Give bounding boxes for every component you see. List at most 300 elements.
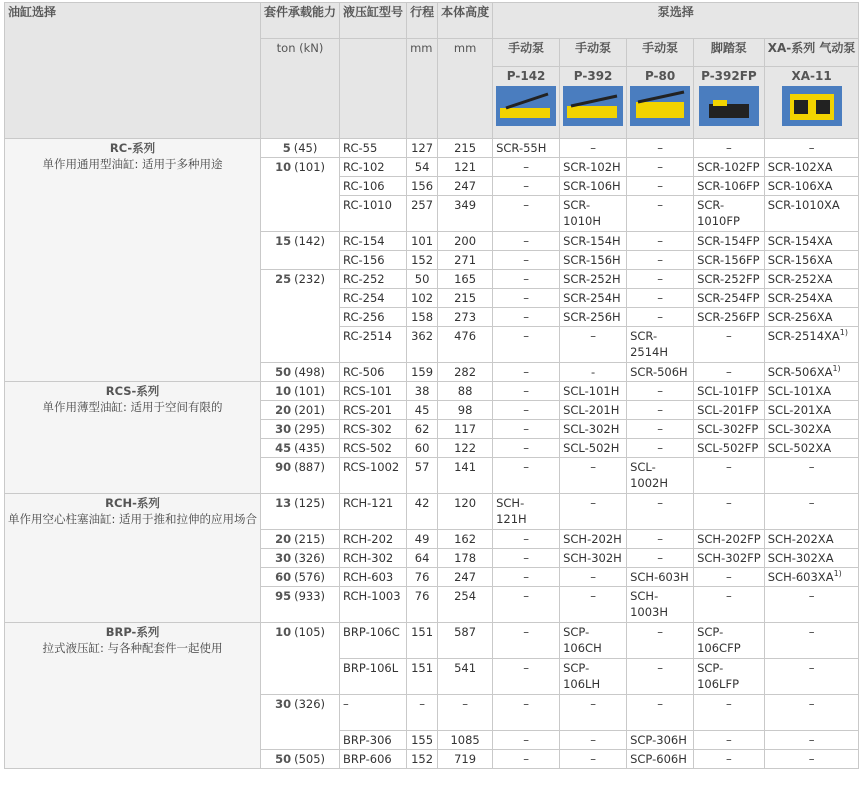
capacity-cell	[261, 439, 340, 458]
pump-set-code: –	[808, 661, 815, 675]
cylinder-model: RC-506	[340, 363, 407, 382]
header-pump-select: 泵选择	[493, 3, 859, 39]
header-mm-stroke: mm	[407, 39, 438, 139]
pump-set-cell	[764, 270, 859, 289]
pump-set-code: SCP- 106CFP	[697, 625, 741, 655]
pump-set-code: SCR- 1010H	[563, 198, 602, 228]
pump-set-code: SCR-506H	[630, 365, 688, 379]
pump-set-cell	[493, 530, 560, 549]
pump-set-cell	[764, 232, 859, 251]
pump-set-code: SCR- 2514H	[630, 329, 669, 359]
cylinder-model: BRP-106L	[340, 659, 407, 695]
series-cell	[5, 494, 261, 623]
capacity-ton: 30	[275, 697, 292, 711]
pump-set-cell	[764, 308, 859, 327]
height-value: 1085	[438, 731, 493, 750]
cylinder-model: RC-102	[340, 158, 407, 177]
table-row	[5, 494, 859, 530]
pump-set-code: –	[657, 661, 663, 675]
pump-set-cell	[493, 308, 560, 327]
series-cell	[5, 139, 261, 382]
pump-set-cell	[627, 308, 694, 327]
pump-set-cell	[694, 568, 765, 587]
table-row	[5, 382, 859, 401]
pump-set-code: –	[726, 329, 732, 343]
height-value: 98	[438, 401, 493, 420]
series-description: 单作用通用型油缸: 适用于多种用途	[42, 157, 223, 171]
cylinder-model: RC-154	[340, 232, 407, 251]
pump-set-code: –	[726, 752, 732, 766]
pump-set-cell	[627, 251, 694, 270]
series-name: RC-系列	[109, 141, 156, 155]
capacity-ton: 10	[275, 625, 292, 639]
pump-set-cell	[627, 695, 694, 731]
pump-set-code: –	[657, 272, 663, 286]
capacity-kn: (576)	[294, 570, 326, 584]
capacity-kn: (101)	[294, 384, 326, 398]
cylinder-pump-table	[4, 2, 859, 769]
cylinder-model: RCH-603	[340, 568, 407, 587]
capacity-kn: (933)	[294, 589, 326, 603]
pump-set-cell	[560, 695, 627, 731]
capacity-cell	[261, 530, 340, 549]
pump-set-code: SCR-256FP	[697, 310, 760, 324]
stroke-value: 49	[407, 530, 438, 549]
pump-set-code: SCL-502H	[563, 441, 620, 455]
stroke-value: 152	[407, 251, 438, 270]
cylinder-model: RCH-121	[340, 494, 407, 530]
pump-model-label: P-392	[573, 69, 613, 83]
pump-set-code: –	[657, 697, 663, 711]
series-name: RCH-系列	[105, 496, 160, 510]
capacity-kn: (295)	[294, 422, 326, 436]
pump-set-cell	[627, 158, 694, 177]
pump-set-code: –	[523, 460, 529, 474]
pump-set-code: SCH-202FP	[697, 532, 761, 546]
cylinder-model: RC-256	[340, 308, 407, 327]
pump-set-code: –	[590, 589, 596, 603]
pump-set-code: –	[523, 441, 529, 455]
pump-set-cell	[493, 251, 560, 270]
pump-set-code: SCR-256H	[563, 310, 621, 324]
pump-set-code: –	[590, 141, 596, 155]
cylinder-model: BRP-306	[340, 731, 407, 750]
pump-set-cell	[560, 196, 627, 232]
capacity-cell	[261, 382, 340, 401]
pump-set-cell	[694, 458, 765, 494]
series-description: 单作用空心柱塞油缸: 适用于推和拉伸的应用场合	[8, 512, 258, 526]
stroke-value: 62	[407, 420, 438, 439]
pump-set-code: SCR-254FP	[697, 291, 760, 305]
capacity-cell	[261, 750, 340, 769]
pump-set-cell	[694, 623, 765, 659]
pump-set-cell	[627, 270, 694, 289]
pump-set-cell	[694, 494, 765, 530]
header-ton-unit: ton (kN)	[261, 39, 340, 139]
stroke-value: 101	[407, 232, 438, 251]
pump-set-code: –	[523, 253, 529, 267]
pump-set-code: –	[523, 733, 529, 747]
pump-set-cell	[627, 327, 694, 363]
pump-set-cell	[764, 530, 859, 549]
pump-set-cell	[560, 420, 627, 439]
pump-set-code: SCL-502XA	[767, 441, 832, 455]
cylinder-model: RC-156	[340, 251, 407, 270]
pump-set-code: SCL-302FP	[697, 422, 759, 436]
capacity-kn: (125)	[294, 496, 326, 510]
height-value: 88	[438, 382, 493, 401]
pump-set-code: SCH-302H	[563, 551, 622, 565]
pump-set-code: SCR-154FP	[697, 234, 760, 248]
pump-model-label: XA-11	[791, 69, 832, 83]
pump-set-cell	[764, 420, 859, 439]
height-value: 273	[438, 308, 493, 327]
pump-set-cell	[694, 158, 765, 177]
capacity-kn: (435)	[294, 441, 326, 455]
pump-set-cell	[764, 695, 859, 731]
pump-set-code: SCR-102FP	[697, 160, 760, 174]
pump-set-code: SCR-1010XA	[767, 198, 840, 212]
pump-set-code: –	[523, 329, 529, 343]
stroke-value: 38	[407, 382, 438, 401]
pump-set-code: –	[523, 422, 529, 436]
pump-set-cell	[560, 750, 627, 769]
capacity-ton: 20	[275, 532, 292, 546]
pump-set-code: SCL-101H	[563, 384, 620, 398]
pump-set-cell	[694, 731, 765, 750]
capacity-cell	[261, 270, 340, 363]
height-value: 117	[438, 420, 493, 439]
hand-pump-image	[563, 86, 623, 126]
capacity-ton: 45	[275, 441, 292, 455]
capacity-kn: (326)	[294, 551, 326, 565]
capacity-ton: 50	[275, 365, 292, 379]
stroke-value: 45	[407, 401, 438, 420]
pump-type-2: 手动泵	[627, 39, 694, 67]
cylinder-model: RCS-302	[340, 420, 407, 439]
pump-set-code: –	[523, 272, 529, 286]
pump-set-code: –	[523, 365, 529, 379]
pump-set-cell	[493, 568, 560, 587]
pump-model-label: P-392FP	[701, 69, 757, 83]
pump-set-code: -	[591, 365, 596, 379]
pump-set-code: SCH-202H	[563, 532, 622, 546]
pump-set-code: –	[657, 532, 663, 546]
pump-set-code: –	[726, 141, 732, 155]
pump-set-code: SCR-256XA	[767, 310, 833, 324]
pump-set-code: SCR-106XA	[767, 179, 833, 193]
pump-set-cell	[694, 327, 765, 363]
pump-set-cell	[560, 458, 627, 494]
pump-set-cell	[694, 363, 765, 382]
pump-set-code: SCR-252H	[563, 272, 621, 286]
pump-set-code: –	[808, 625, 815, 639]
pump-set-cell	[694, 659, 765, 695]
pump-set-cell	[764, 289, 859, 308]
pump-set-cell	[560, 232, 627, 251]
pump-set-cell	[694, 549, 765, 568]
pump-set-cell	[560, 289, 627, 308]
capacity-cell	[261, 401, 340, 420]
pump-set-cell	[627, 420, 694, 439]
capacity-kn: (498)	[294, 365, 326, 379]
pump-set-code: –	[657, 384, 663, 398]
capacity-cell	[261, 232, 340, 270]
cylinder-model: RC-252	[340, 270, 407, 289]
header-capacity: 套件承载能力	[261, 3, 340, 39]
pump-set-cell	[627, 401, 694, 420]
pump-set-cell	[694, 530, 765, 549]
pump-set-cell	[764, 177, 859, 196]
capacity-kn: (105)	[294, 625, 326, 639]
pump-set-code: –	[590, 496, 596, 510]
pump-set-code: –	[808, 752, 815, 766]
pump-set-cell	[560, 270, 627, 289]
pump-set-cell	[627, 549, 694, 568]
pump-set-code: –	[523, 625, 529, 639]
pump-set-cell	[627, 568, 694, 587]
stroke-value: 152	[407, 750, 438, 769]
cylinder-model: RCH-202	[340, 530, 407, 549]
pump-set-code: SCL-302H	[563, 422, 620, 436]
pump-set-code: SCL-201H	[563, 403, 620, 417]
stroke-value: –	[407, 695, 438, 731]
cylinder-model: RC-2514	[340, 327, 407, 363]
pump-set-code: SCP-306H	[630, 733, 687, 747]
height-value: 254	[438, 587, 493, 623]
pump-set-code: –	[657, 310, 663, 324]
pump-set-code: SCR-2514XA	[767, 329, 840, 343]
pump-set-code: –	[657, 496, 663, 510]
pump-model-label: P-80	[644, 69, 676, 83]
pump-set-code: –	[657, 198, 663, 212]
header-height: 本体高度	[438, 3, 493, 39]
pump-set-cell	[627, 196, 694, 232]
pump-set-cell	[493, 623, 560, 659]
capacity-cell	[261, 695, 340, 750]
capacity-kn: (887)	[294, 460, 326, 474]
pump-set-cell	[493, 177, 560, 196]
pump-set-cell	[493, 196, 560, 232]
capacity-ton: 5	[282, 141, 291, 155]
pump-set-cell	[764, 549, 859, 568]
height-value: 121	[438, 158, 493, 177]
pump-set-code: SCR-102XA	[767, 160, 833, 174]
pump-set-code: –	[808, 733, 815, 747]
pump-set-cell	[493, 382, 560, 401]
pump-set-cell	[764, 382, 859, 401]
pump-set-cell	[560, 549, 627, 568]
pump-set-cell	[764, 587, 859, 623]
pump-set-code: –	[523, 403, 529, 417]
cylinder-model: RC-254	[340, 289, 407, 308]
height-value: 247	[438, 568, 493, 587]
pump-set-code: –	[523, 551, 529, 565]
pump-set-cell	[493, 158, 560, 177]
pump-set-code: –	[726, 365, 732, 379]
pump-set-cell	[694, 139, 765, 158]
pump-set-cell	[493, 549, 560, 568]
pump-set-code: SCL-201XA	[767, 403, 832, 417]
pump-set-cell	[627, 232, 694, 251]
pump-set-code: SCR-254H	[563, 291, 621, 305]
pump-set-code: –	[657, 291, 663, 305]
capacity-cell	[261, 549, 340, 568]
height-value: 178	[438, 549, 493, 568]
height-value: 120	[438, 494, 493, 530]
pump-set-cell	[627, 439, 694, 458]
stroke-value: 60	[407, 439, 438, 458]
height-value: 282	[438, 363, 493, 382]
pump-set-code: SCR- 1010FP	[697, 198, 740, 228]
pump-set-code: –	[657, 441, 663, 455]
pump-set-code: –	[523, 310, 529, 324]
series-name: BRP-系列	[105, 625, 160, 639]
stroke-value: 102	[407, 289, 438, 308]
capacity-ton: 10	[275, 160, 292, 174]
pump-set-code: SCR-154H	[563, 234, 621, 248]
pump-set-cell	[560, 308, 627, 327]
capacity-kn: (232)	[294, 272, 326, 286]
capacity-ton: 20	[275, 403, 292, 417]
pump-set-cell	[764, 659, 859, 695]
pump-set-code: –	[590, 733, 596, 747]
pump-set-code: SCH-603XA	[767, 570, 834, 584]
pump-set-cell	[764, 401, 859, 420]
stroke-value: 155	[407, 731, 438, 750]
pump-set-cell	[627, 530, 694, 549]
pump-set-cell	[764, 731, 859, 750]
stroke-value: 151	[407, 659, 438, 695]
pump-set-code: SCR-106H	[563, 179, 621, 193]
pump-set-cell	[764, 251, 859, 270]
pump-set-cell	[560, 623, 627, 659]
pump-set-code: –	[523, 661, 529, 675]
stroke-value: 362	[407, 327, 438, 363]
table-row	[5, 623, 859, 659]
height-value: 122	[438, 439, 493, 458]
height-value: 141	[438, 458, 493, 494]
capacity-cell	[261, 568, 340, 587]
capacity-ton: 60	[275, 570, 292, 584]
pump-set-cell	[560, 659, 627, 695]
pump-set-cell	[560, 158, 627, 177]
height-value: 587	[438, 623, 493, 659]
pump-set-cell	[627, 289, 694, 308]
pump-set-code: –	[657, 141, 663, 155]
pump-set-cell	[627, 731, 694, 750]
pump-set-code: –	[726, 589, 732, 603]
pump-set-cell	[493, 232, 560, 251]
pump-set-cell	[694, 177, 765, 196]
capacity-kn: (142)	[294, 234, 326, 248]
footnote-mark: 1)	[839, 328, 848, 338]
pump-set-cell	[493, 731, 560, 750]
capacity-ton: 13	[275, 496, 292, 510]
pump-set-cell	[493, 401, 560, 420]
capacity-cell	[261, 363, 340, 382]
pump-set-cell	[560, 530, 627, 549]
pump-set-cell	[694, 196, 765, 232]
pump-set-code: SCH-202XA	[767, 532, 834, 546]
pump-set-code: –	[808, 589, 815, 603]
pump-set-cell	[627, 177, 694, 196]
pump-set-cell	[694, 420, 765, 439]
stroke-value: 42	[407, 494, 438, 530]
pump-set-cell	[694, 587, 765, 623]
height-value: 476	[438, 327, 493, 363]
stroke-value: 50	[407, 270, 438, 289]
pump-set-code: –	[657, 422, 663, 436]
pump-set-code: –	[726, 733, 732, 747]
cylinder-model: RC-1010	[340, 196, 407, 232]
header-mm-height: mm	[438, 39, 493, 139]
pump-set-cell	[493, 659, 560, 695]
pump-set-cell	[493, 139, 560, 158]
pump-set-code: SCR-156XA	[767, 253, 833, 267]
pump-set-code: SCL-502FP	[697, 441, 759, 455]
pump-set-code: –	[808, 460, 815, 474]
stroke-value: 76	[407, 568, 438, 587]
pump-set-cell	[764, 568, 859, 587]
pump-set-cell	[764, 623, 859, 659]
capacity-cell	[261, 458, 340, 494]
pump-set-cell	[627, 623, 694, 659]
pump-set-cell	[627, 139, 694, 158]
stroke-value: 57	[407, 458, 438, 494]
pump-model-cell	[560, 67, 627, 139]
pump-set-cell	[627, 587, 694, 623]
pump-set-code: SCH-302FP	[697, 551, 761, 565]
cylinder-model: RCS-101	[340, 382, 407, 401]
pump-set-code: –	[657, 253, 663, 267]
pump-set-code: –	[523, 384, 529, 398]
pump-set-code: SCL- 1002H	[630, 460, 669, 490]
capacity-ton: 95	[275, 589, 292, 603]
pump-set-cell	[493, 458, 560, 494]
pump-set-cell	[694, 251, 765, 270]
capacity-cell	[261, 420, 340, 439]
pump-set-cell	[560, 139, 627, 158]
stroke-value: 158	[407, 308, 438, 327]
cylinder-model: RC-106	[340, 177, 407, 196]
capacity-kn: (215)	[294, 532, 326, 546]
pump-set-code: –	[523, 198, 529, 212]
stroke-value: 257	[407, 196, 438, 232]
pump-set-code: –	[523, 589, 529, 603]
pump-set-cell	[493, 420, 560, 439]
header-model-blank	[340, 39, 407, 139]
height-value: 215	[438, 289, 493, 308]
cylinder-model: RC-55	[340, 139, 407, 158]
pump-set-cell	[694, 439, 765, 458]
capacity-kn: (326)	[294, 697, 326, 711]
pump-set-code: –	[657, 551, 663, 565]
pump-set-cell	[627, 659, 694, 695]
pump-set-cell	[493, 363, 560, 382]
hand-pump-image	[630, 86, 690, 126]
pump-set-cell	[694, 270, 765, 289]
pump-set-code: SCR-106FP	[697, 179, 760, 193]
pump-set-code: SCH- 121H	[496, 496, 527, 526]
pump-set-cell	[764, 750, 859, 769]
pump-set-cell	[627, 494, 694, 530]
pump-set-cell	[627, 363, 694, 382]
stroke-value: 76	[407, 587, 438, 623]
stroke-value: 156	[407, 177, 438, 196]
capacity-cell	[261, 139, 340, 158]
pump-model-cell	[627, 67, 694, 139]
